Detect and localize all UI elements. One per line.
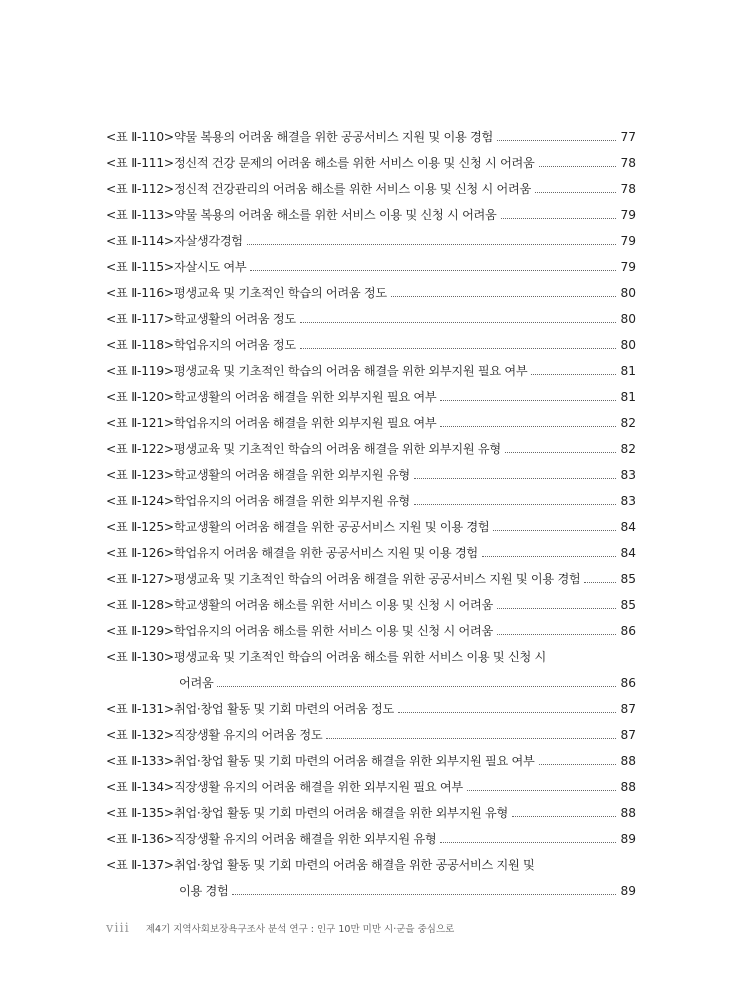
toc-entry[interactable] bbox=[106, 514, 636, 540]
entry-title: 약물 복용의 어려움 해결을 위한 공공서비스 지원 및 이용 경험 bbox=[173, 130, 493, 144]
entry-title: 평생교육 및 기초적인 학습의 어려움 해결을 위한 공공서비스 지원 및 이용 경험 bbox=[173, 572, 581, 586]
dot-leader bbox=[440, 400, 616, 401]
dot-leader bbox=[482, 556, 617, 557]
page-ref: 86 bbox=[620, 624, 636, 638]
page-ref: 83 bbox=[620, 468, 636, 482]
dot-leader bbox=[398, 712, 616, 713]
dot-leader bbox=[391, 296, 617, 297]
toc-entry[interactable] bbox=[106, 358, 636, 384]
entry-title: 학교생활의 어려움 해결을 위한 외부지원 유형 bbox=[173, 468, 410, 482]
table-label: <표 Ⅱ-125> bbox=[106, 520, 174, 534]
entry-title: 학업유지의 어려움 해소를 위한 서비스 이용 및 신청 시 어려움 bbox=[173, 624, 493, 638]
page-ref: 79 bbox=[620, 208, 636, 222]
toc-entry[interactable] bbox=[106, 202, 636, 228]
page-ref: 86 bbox=[620, 676, 636, 690]
entry-title: 학업유지 어려움 해결을 위한 공공서비스 지원 및 이용 경험 bbox=[173, 546, 478, 560]
toc-entry[interactable] bbox=[106, 748, 636, 774]
page-ref: 85 bbox=[620, 572, 636, 586]
page-ref: 88 bbox=[620, 754, 636, 768]
table-label: <표 Ⅱ-132> bbox=[106, 728, 174, 742]
footer-title: 제4기 지역사회보장욕구조사 분석 연구 : 인구 10만 미만 시·군을 중심으로 bbox=[145, 924, 455, 935]
page-ref: 89 bbox=[620, 832, 636, 846]
page-ref: 83 bbox=[620, 494, 636, 508]
page-ref: 85 bbox=[620, 598, 636, 612]
page-ref: 80 bbox=[620, 312, 636, 326]
page-ref: 87 bbox=[620, 702, 636, 716]
table-label: <표 Ⅱ-111> bbox=[106, 156, 174, 170]
entry-title: 취업·창업 활동 및 기회 마련의 어려움 해결을 위한 외부지원 필요 여부 bbox=[173, 754, 535, 768]
table-label: <표 Ⅱ-120> bbox=[106, 390, 174, 404]
dot-leader bbox=[217, 686, 616, 687]
toc-entry[interactable] bbox=[106, 826, 636, 852]
entry-title-continued: 어려움 bbox=[179, 676, 214, 690]
table-label: <표 Ⅱ-118> bbox=[106, 338, 174, 352]
toc-entry[interactable] bbox=[106, 722, 636, 748]
dot-leader bbox=[326, 738, 616, 739]
dot-leader bbox=[250, 270, 616, 271]
dot-leader bbox=[247, 244, 617, 245]
entry-title: 정신적 건강 문제의 어려움 해소를 위한 서비스 이용 및 신청 시 어려움 bbox=[173, 156, 535, 170]
table-label: <표 Ⅱ-119> bbox=[106, 364, 174, 378]
table-label: <표 Ⅱ-115> bbox=[106, 260, 174, 274]
dot-leader bbox=[497, 608, 617, 609]
page-ref: 80 bbox=[620, 286, 636, 300]
toc-entry[interactable] bbox=[106, 150, 636, 176]
toc-entry[interactable] bbox=[106, 774, 636, 800]
entry-title: 평생교육 및 기초적인 학습의 어려움 해결을 위한 외부지원 유형 bbox=[173, 442, 501, 456]
toc-entry[interactable] bbox=[106, 384, 636, 410]
table-label: <표 Ⅱ-122> bbox=[106, 442, 174, 456]
dot-leader bbox=[497, 140, 617, 141]
page-ref: 82 bbox=[620, 442, 636, 456]
dot-leader bbox=[440, 426, 616, 427]
toc-entry[interactable] bbox=[106, 306, 636, 332]
entry-title: 학교생활의 어려움 해결을 위한 외부지원 필요 여부 bbox=[173, 390, 437, 404]
page-ref: 79 bbox=[620, 234, 636, 248]
entry-title: 학업유지의 어려움 해결을 위한 외부지원 유형 bbox=[173, 494, 410, 508]
toc-entry[interactable] bbox=[106, 228, 636, 254]
entry-title: 평생교육 및 기초적인 학습의 어려움 해소를 위한 서비스 이용 및 신청 시 bbox=[173, 650, 546, 664]
toc-entry[interactable] bbox=[106, 332, 636, 358]
page-ref: 88 bbox=[620, 780, 636, 794]
table-label: <표 Ⅱ-128> bbox=[106, 598, 174, 612]
dot-leader bbox=[512, 816, 617, 817]
page-ref: 84 bbox=[620, 546, 636, 560]
dot-leader bbox=[414, 478, 617, 479]
table-label: <표 Ⅱ-135> bbox=[106, 806, 174, 820]
page-ref: 79 bbox=[620, 260, 636, 274]
entry-title: 약물 복용의 어려움 해소를 위한 서비스 이용 및 신청 시 어려움 bbox=[173, 208, 497, 222]
page-ref: 84 bbox=[620, 520, 636, 534]
page-ref: 81 bbox=[620, 364, 636, 378]
page-number: viii bbox=[106, 921, 130, 936]
entry-title: 정신적 건강관리의 어려움 해소를 위한 서비스 이용 및 신청 시 어려움 bbox=[173, 182, 531, 196]
table-label: <표 Ⅱ-131> bbox=[106, 702, 174, 716]
toc-entry[interactable] bbox=[106, 462, 636, 488]
table-label: <표 Ⅱ-110> bbox=[106, 130, 174, 144]
entry-title: 학업유지의 어려움 정도 bbox=[173, 338, 296, 352]
page-ref: 89 bbox=[620, 884, 636, 898]
toc-entry[interactable] bbox=[106, 696, 636, 722]
dot-leader bbox=[531, 374, 616, 375]
table-label: <표 Ⅱ-129> bbox=[106, 624, 174, 638]
toc-entry[interactable] bbox=[106, 254, 636, 280]
page-ref: 78 bbox=[620, 182, 636, 196]
entry-title: 취업·창업 활동 및 기회 마련의 어려움 해결을 위한 공공서비스 지원 및 bbox=[173, 858, 535, 872]
toc-entry[interactable] bbox=[106, 410, 636, 436]
table-label: <표 Ⅱ-134> bbox=[106, 780, 174, 794]
entry-title: 취업·창업 활동 및 기회 마련의 어려움 해결을 위한 외부지원 유형 bbox=[173, 806, 508, 820]
entry-title: 학교생활의 어려움 해소를 위한 서비스 이용 및 신청 시 어려움 bbox=[173, 598, 493, 612]
page-footer bbox=[106, 921, 454, 936]
toc-entry[interactable] bbox=[106, 800, 636, 826]
toc-entry[interactable] bbox=[106, 644, 636, 696]
page-ref: 78 bbox=[620, 156, 636, 170]
dot-leader bbox=[497, 634, 617, 635]
entry-title: 평생교육 및 기초적인 학습의 어려움 해결을 위한 외부지원 필요 여부 bbox=[173, 364, 528, 378]
entry-title: 학업유지의 어려움 해결을 위한 외부지원 필요 여부 bbox=[173, 416, 437, 430]
table-label: <표 Ⅱ-130> bbox=[106, 650, 174, 664]
entry-title: 직장생활 유지의 어려움 해결을 위한 외부지원 필요 여부 bbox=[173, 780, 463, 794]
toc-entry[interactable] bbox=[106, 540, 636, 566]
dot-leader bbox=[300, 322, 617, 323]
entry-title: 직장생활 유지의 어려움 정도 bbox=[173, 728, 323, 742]
toc-entry[interactable] bbox=[106, 436, 636, 462]
dot-leader bbox=[584, 582, 616, 583]
toc-entry[interactable] bbox=[106, 852, 636, 904]
page-ref: 82 bbox=[620, 416, 636, 430]
dot-leader bbox=[539, 764, 617, 765]
dot-leader bbox=[440, 842, 616, 843]
toc-entry[interactable] bbox=[106, 176, 636, 202]
table-label: <표 Ⅱ-117> bbox=[106, 312, 174, 326]
table-label: <표 Ⅱ-112> bbox=[106, 182, 174, 196]
table-label: <표 Ⅱ-137> bbox=[106, 858, 174, 872]
toc-entry[interactable] bbox=[106, 618, 636, 644]
table-label: <표 Ⅱ-121> bbox=[106, 416, 174, 430]
dot-leader bbox=[300, 348, 617, 349]
dot-leader bbox=[467, 790, 617, 791]
page-ref: 77 bbox=[620, 130, 636, 144]
entry-title: 자살생각경험 bbox=[173, 234, 243, 248]
table-label: <표 Ⅱ-126> bbox=[106, 546, 174, 560]
entry-title: 직장생활 유지의 어려움 해결을 위한 외부지원 유형 bbox=[173, 832, 437, 846]
dot-leader bbox=[493, 530, 616, 531]
page-ref: 88 bbox=[620, 806, 636, 820]
entry-title: 자살시도 여부 bbox=[173, 260, 247, 274]
dot-leader bbox=[501, 218, 617, 219]
table-label: <표 Ⅱ-127> bbox=[106, 572, 174, 586]
entry-title: 취업·창업 활동 및 기회 마련의 어려움 정도 bbox=[173, 702, 394, 716]
table-label: <표 Ⅱ-133> bbox=[106, 754, 174, 768]
page-ref: 87 bbox=[620, 728, 636, 742]
toc-entry[interactable] bbox=[106, 124, 636, 150]
page-ref: 81 bbox=[620, 390, 636, 404]
table-label: <표 Ⅱ-123> bbox=[106, 468, 174, 482]
toc-entry[interactable] bbox=[106, 488, 636, 514]
table-label: <표 Ⅱ-116> bbox=[106, 286, 174, 300]
table-label: <표 Ⅱ-124> bbox=[106, 494, 174, 508]
table-label: <표 Ⅱ-113> bbox=[106, 208, 174, 222]
toc-entry[interactable] bbox=[106, 592, 636, 618]
toc-entry[interactable] bbox=[106, 566, 636, 592]
dot-leader bbox=[539, 166, 617, 167]
entry-title-continued: 이용 경험 bbox=[179, 884, 229, 898]
entry-title: 학교생활의 어려움 정도 bbox=[173, 312, 296, 326]
table-label: <표 Ⅱ-136> bbox=[106, 832, 174, 846]
dot-leader bbox=[232, 894, 616, 895]
dot-leader bbox=[414, 504, 617, 505]
table-of-contents bbox=[106, 124, 636, 904]
dot-leader bbox=[535, 192, 617, 193]
entry-title: 학교생활의 어려움 해결을 위한 공공서비스 지원 및 이용 경험 bbox=[173, 520, 490, 534]
entry-title: 평생교육 및 기초적인 학습의 어려움 정도 bbox=[173, 286, 387, 300]
page-ref: 80 bbox=[620, 338, 636, 352]
toc-entry[interactable] bbox=[106, 280, 636, 306]
table-label: <표 Ⅱ-114> bbox=[106, 234, 174, 248]
dot-leader bbox=[505, 452, 617, 453]
